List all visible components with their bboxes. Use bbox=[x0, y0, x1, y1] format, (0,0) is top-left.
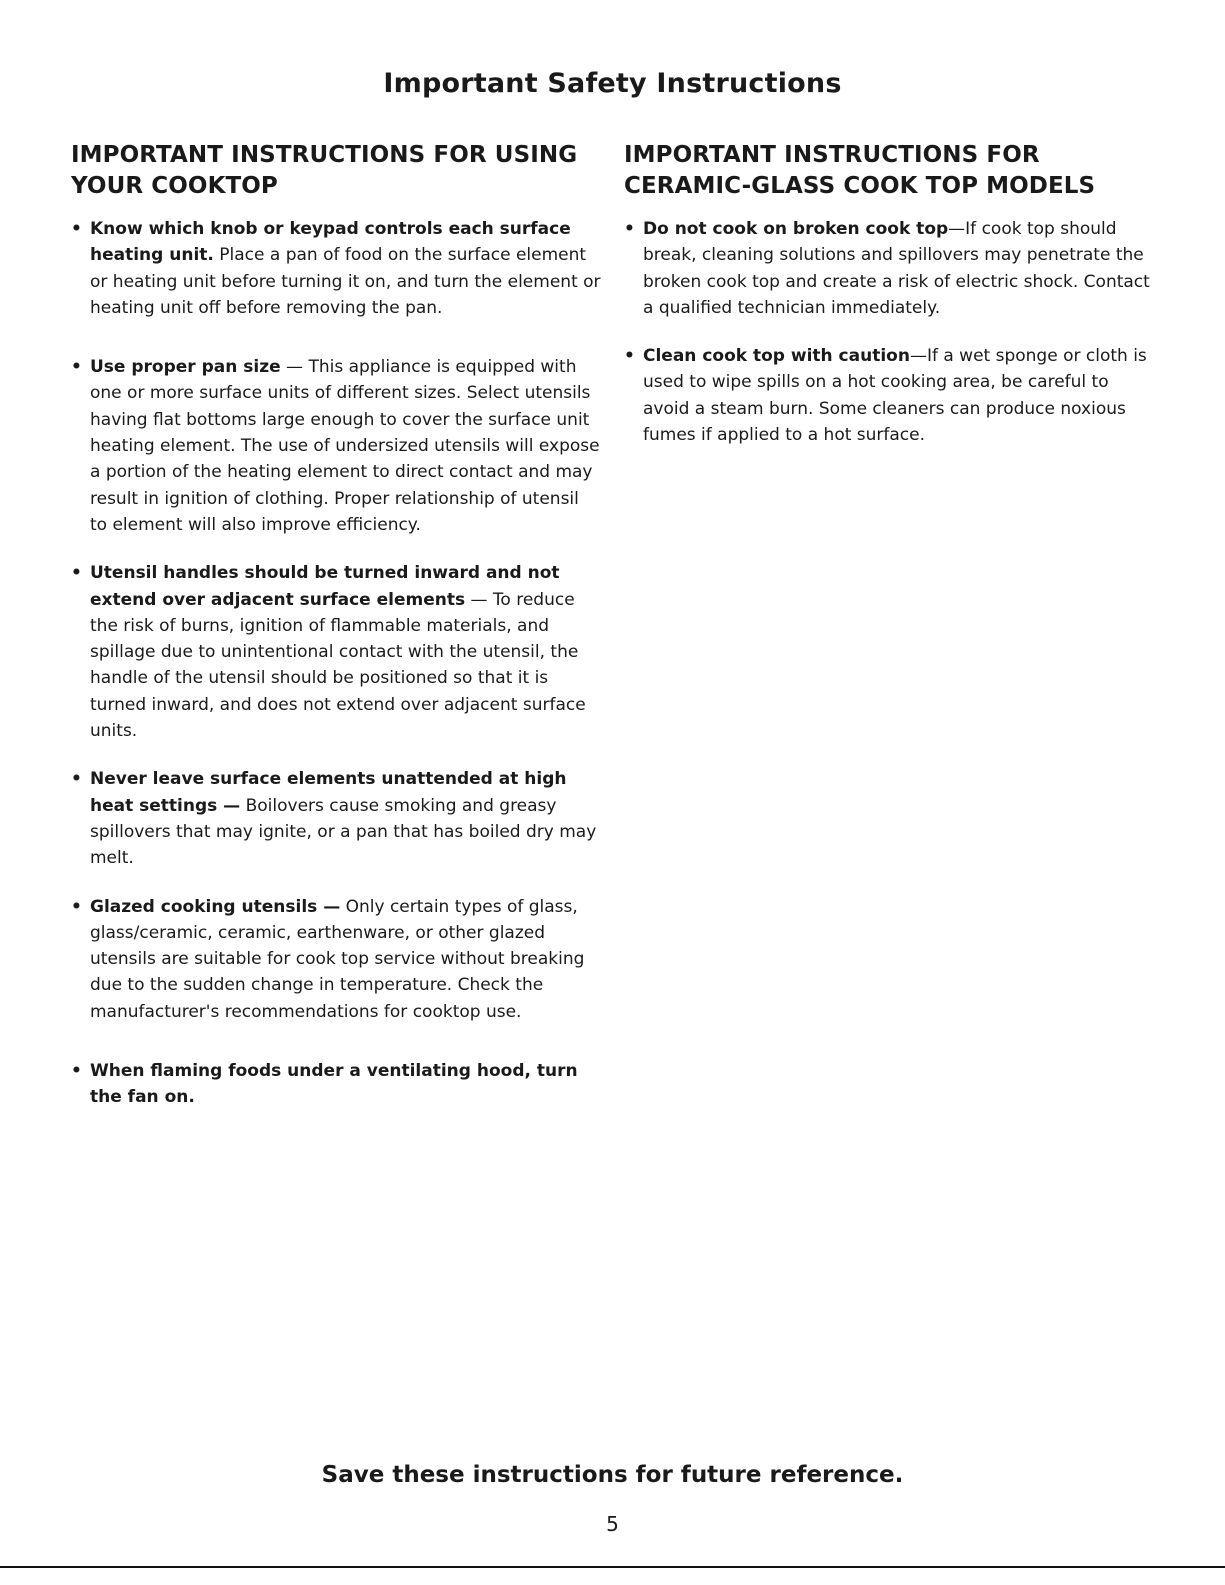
list-item bbox=[71, 894, 601, 1025]
item-text: Boilovers cause smoking and greasy spillovers that may ignite, or a pan that has boiled dry may melt. bbox=[90, 795, 597, 869]
save-instructions-note: Save these instructions for future reference. bbox=[321, 1462, 904, 1488]
item-lead: Glazed cooking utensils — bbox=[90, 896, 341, 917]
page-title: Important Safety Instructions bbox=[383, 68, 842, 99]
list-item bbox=[71, 560, 601, 744]
item-text: —If cook top should break, cleaning solutions and spillovers may penetrate the broken cook top and create a risk of electric shock. Contact a qualified technician immediately. bbox=[643, 219, 1150, 318]
bullet-icon: • bbox=[71, 896, 82, 917]
list-item bbox=[624, 343, 1154, 448]
item-text: —If a wet sponge or cloth is used to wipe spills on a hot cooking area, be careful to avoid a steam burn. Some cleaners can produce noxious fumes if applied to a hot surface. bbox=[643, 346, 1147, 446]
cooktop-instructions-list bbox=[71, 216, 601, 1111]
list-item bbox=[71, 354, 601, 538]
section-heading-cooktop: IMPORTANT INSTRUCTIONS FOR USING YOUR COOKTOP bbox=[71, 142, 578, 199]
bullet-icon: • bbox=[71, 357, 82, 378]
item-text: — This appliance is equipped with one or more surface units of different sizes. Select utensils having flat bottoms large enough to cover the surface unit heating element. The use of undersized utensils will expose a portion of the heating element to direct contact and may result in ignition of clothing. Proper relationship of utensil to element will also improve efficiency. bbox=[90, 357, 600, 535]
right-column bbox=[624, 140, 1154, 448]
item-lead: When flaming foods under a ventilating hood, turn the fan on. bbox=[90, 1061, 578, 1108]
bullet-icon: • bbox=[71, 563, 82, 584]
left-column bbox=[71, 140, 601, 1111]
list-item bbox=[71, 1058, 601, 1111]
item-lead: Know which knob or keypad controls each surface heating unit. bbox=[90, 219, 571, 266]
bullet-icon: • bbox=[71, 219, 82, 239]
item-text: Place a pan of food on the surface element or heating unit before turning it on, and turn the element or heating unit off before removing the pan. bbox=[90, 245, 601, 318]
bullet-icon: • bbox=[71, 769, 82, 790]
list-item bbox=[624, 216, 1154, 321]
list-item bbox=[71, 216, 601, 321]
item-lead: Never leave surface elements unattended at high heat settings — bbox=[90, 769, 567, 816]
item-lead: Use proper pan size bbox=[90, 357, 281, 378]
list-item bbox=[71, 766, 601, 871]
bullet-icon: • bbox=[71, 1061, 82, 1082]
item-lead: Clean cook top with caution bbox=[643, 346, 910, 367]
section-heading-ceramic-glass: IMPORTANT INSTRUCTIONS FOR CERAMIC-GLASS COOK TOP MODELS bbox=[624, 142, 1096, 199]
ceramic-glass-instructions-list bbox=[624, 216, 1154, 448]
item-lead: Do not cook on broken cook top bbox=[643, 219, 949, 239]
item-text: Only certain types of glass, glass/ceramic, ceramic, earthenware, or other glazed utensils are suitable for cook top service without breaking due to the sudden change in temperature. Check the manufacturer's recommendations for cooktop use. bbox=[90, 896, 585, 1022]
item-lead: Utensil handles should be turned inward and not extend over adjacent surface elements bbox=[90, 563, 560, 610]
bottom-divider bbox=[0, 1566, 1225, 1568]
item-text: — To reduce the risk of burns, ignition of flammable materials, and spillage due to unintentional contact with the utensil, the handle of the utensil should be positioned so that it is turned inward, and does not extend over adjacent surface units. bbox=[90, 589, 586, 742]
bullet-icon: • bbox=[624, 346, 635, 367]
bullet-icon: • bbox=[624, 219, 635, 239]
page-number: 5 bbox=[606, 1512, 619, 1536]
